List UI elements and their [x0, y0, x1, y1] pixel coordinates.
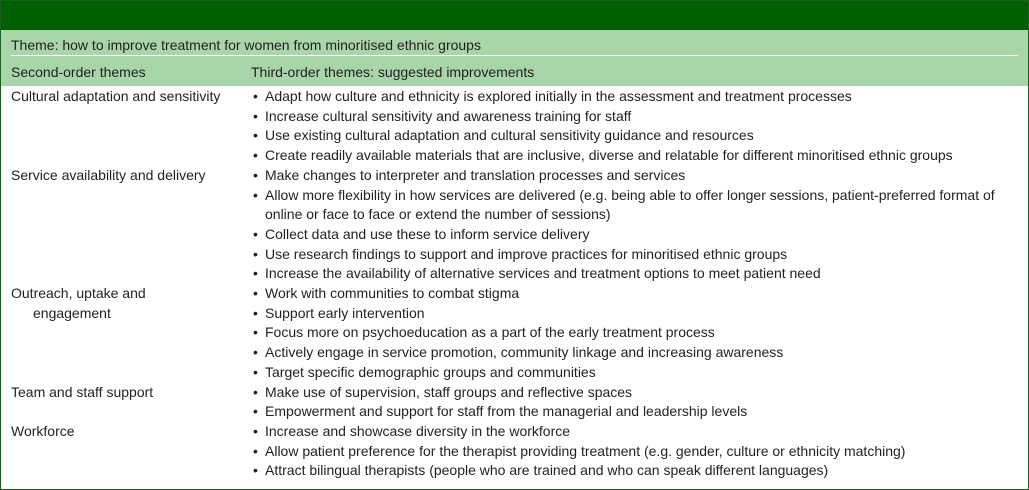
second-order-theme [11, 87, 243, 107]
list-item: • Attract bilingual therapists (people who are trained and who can speak different languages) [251, 461, 1011, 481]
column-header-second-order: Second-order themes [11, 64, 146, 80]
list-item: • Increase cultural sensitivity and awareness training for staff [251, 107, 1011, 127]
list-item: • Target specific demographic groups and communities [251, 363, 1011, 383]
list-item: • Increase the availability of alternative services and treatment options to meet patient need [251, 264, 1011, 284]
suggested-improvements-list [251, 284, 1011, 383]
list-item: • Focus more on psychoeducation as a part of the early treatment process [251, 323, 1011, 343]
suggested-improvements-list [251, 87, 1011, 166]
suggested-improvements-list [251, 383, 1011, 422]
second-order-theme [11, 284, 243, 323]
suggested-improvements-list [251, 422, 1011, 481]
table-header [1, 30, 1028, 86]
list-item: • Make changes to interpreter and translation processes and services [251, 166, 1011, 186]
theme-label: Outreach, uptake and [11, 285, 146, 302]
list-item: • Work with communities to combat stigma [251, 284, 1011, 304]
table-row [1, 166, 1028, 284]
list-item: • Make use of supervision, staff groups and reflective spaces [251, 383, 1011, 403]
table-row [1, 422, 1028, 481]
table-row [1, 383, 1028, 422]
header-divider [11, 55, 1018, 56]
second-order-theme [11, 422, 243, 442]
theme-label: Team and staff support [11, 383, 154, 400]
table-row [1, 87, 1028, 166]
theme-label: Workforce [11, 422, 75, 439]
table-row [1, 284, 1028, 383]
list-item: • Allow more flexibility in how services are delivered (e.g. being able to offer longer sessions, patient-preferred format of online or face to face or extend the number of sessions) [251, 186, 1011, 225]
list-item: • Empowerment and support for staff from the managerial and leadership levels [251, 402, 1011, 422]
list-item: • Adapt how culture and ethnicity is explored initially in the assessment and treatment processes [251, 87, 1011, 107]
list-item: • Create readily available materials that are inclusive, diverse and relatable for different minoritised ethnic groups [251, 146, 1011, 166]
list-item: • Allow patient preference for the therapist providing treatment (e.g. gender, culture or ethnicity matching) [251, 442, 1011, 462]
list-item: • Use existing cultural adaptation and cultural sensitivity guidance and resources [251, 126, 1011, 146]
list-item: • Actively engage in service promotion, community linkage and increasing awareness [251, 343, 1011, 363]
theme-label: Cultural adaptation and sensitivity [11, 88, 221, 104]
list-item: • Collect data and use these to inform service delivery [251, 225, 1011, 245]
table-body [1, 87, 1028, 481]
list-item: • Increase and showcase diversity in the workforce [251, 422, 1011, 442]
theme-label: Service availability and delivery [11, 166, 206, 183]
list-item: • Use research findings to support and improve practices for minoritised ethnic groups [251, 245, 1011, 265]
second-order-theme [11, 383, 243, 403]
list-item: • Support early intervention [251, 304, 1011, 324]
second-order-theme [11, 166, 243, 186]
theme-label-continued: engagement [33, 304, 111, 321]
column-header-third-order: Third-order themes: suggested improvements [251, 64, 535, 80]
table-theme-title: Theme: how to improve treatment for women from minoritised ethnic groups [11, 37, 481, 53]
suggested-improvements-list [251, 166, 1011, 284]
table-top-bar [1, 1, 1028, 30]
